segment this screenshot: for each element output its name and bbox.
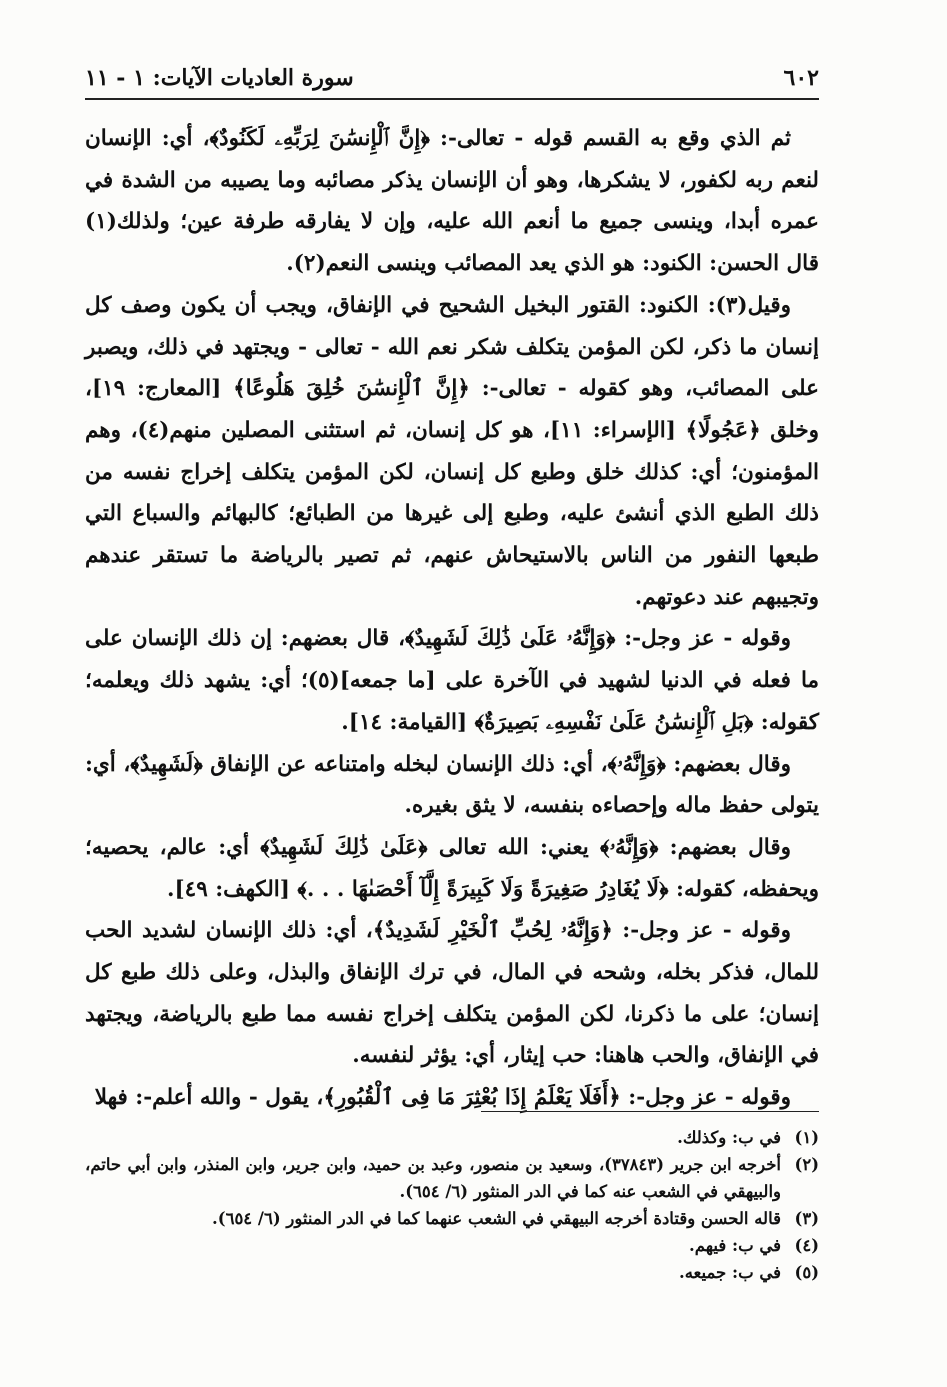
- footnote: [85, 1232, 819, 1259]
- footnote: [85, 1124, 819, 1151]
- footnote-separator: [481, 1111, 819, 1112]
- paragraph: ثم الذي وقع به القسم قوله - تعالى-: ﴿إِنَّ ٱلْإِنسَٰنَ لِرَبِّهِۦ لَكَنُودٌ﴾، أي: الإنسان لنعم ربه لكفور، لا يشكرها، وهو أن الإنسان يذكر مصائبه وما يصيبه من الشدة في عمره أبدا، وينسى جميع ما أنعم الله عليه، وإن لا يفارقه طرفة عين؛ ولذلك(١) قال الحسن: الكنود: هو الذي يعد المصائب وينسى النعم(٢).: [85, 126, 819, 277]
- running-title: سورة العاديات الآيات: ١ - ١١: [85, 65, 354, 91]
- footnote: [85, 1151, 819, 1205]
- paragraph: وقوله - عز وجل-: ﴿وَإِنَّهُۥ عَلَىٰ ذَٰلِكَ لَشَهِيدٌ﴾، قال بعضهم: إن ذلك الإنسان على ما فعله في الدنيا لشهيد في الآخرة على [ما جمعه](٥)؛ أي: يشهد ذلك ويعلمه؛ كقوله: ﴿بَلِ ٱلْإِنسَٰنُ عَلَىٰ نَفْسِهِۦ بَصِيرَةٌ﴾ [القيامة: ١٤].: [85, 626, 820, 735]
- paragraph: وقوله - عز وجل-: ﴿أَفَلَا يَعْلَمُ إِذَا بُعْثِرَ مَا فِى ٱلْقُبُورِ﴾، يقول - والله أعلم-: فهلا: [94, 1085, 791, 1111]
- footnote-text: في ب: وكذلك.: [677, 1128, 781, 1147]
- footnote-text: أخرجه ابن جرير (٣٧٨٤٣)، وسعيد بن منصور، وعبد بن حميد، وابن جرير، وابن المنذر، وابن أبي حاتم، والبيهقي في الشعب عنه كما في الدر المنثور (٦/ ٦٥٤).: [85, 1155, 781, 1201]
- footnote-text: في ب: فيهم.: [689, 1236, 781, 1255]
- footnote: [85, 1259, 819, 1286]
- page-number: ٦٠٢: [783, 65, 819, 91]
- footnote-number: (٤): [794, 1236, 819, 1255]
- footnote-text: في ب: جميعه.: [678, 1263, 781, 1282]
- paragraph: وقوله - عز وجل-: ﴿وَإِنَّهُۥ لِحُبِّ ٱلْخَيْرِ لَشَدِيدٌ﴾، أي: ذلك الإنسان لشديد الحب للمال، فذكر بخله، وشحه في المال، في ترك الإنفاق والبذل، وعلى ذلك طبع كل إنسان؛ على ما ذكرنا، لكن المؤمن يتكلف إخراج نفسه مما طبع بالرياضة، ويجتهد في الإنفاق، والحب هاهنا: حب إيثار، أي: يؤثر لنفسه.: [85, 918, 819, 1069]
- footnotes: [85, 1124, 819, 1286]
- footnote-number: (١): [794, 1128, 819, 1147]
- footnote-text: قاله الحسن وقتادة أخرجه البيهقي في الشعب عنهما كما في الدر المنثور (٦/ ٦٥٤).: [212, 1209, 781, 1228]
- footnote-number: (٢): [794, 1155, 819, 1174]
- paragraph: وقال بعضهم: ﴿وَإِنَّهُۥ﴾ يعني: الله تعالى ﴿عَلَىٰ ذَٰلِكَ لَشَهِيدٌ﴾ أي: عالم، يحصيه؛ ويحفظه، كقوله: ﴿لَا يُغَادِرُ صَغِيرَةً وَلَا كَبِيرَةً إِلَّآ أَحْصَىٰهَا . . .﴾ [الكهف: ٤٩].: [85, 834, 819, 902]
- page-header: [85, 58, 819, 100]
- footnote-number: (٣): [794, 1209, 819, 1228]
- main-text: [85, 118, 819, 1119]
- footnote-number: (٥): [794, 1263, 819, 1282]
- paragraph: وقيل(٣): الكنود: القتور البخيل الشحيح في الإنفاق، ويجب أن يكون وصف كل إنسان ما ذكر، لكن المؤمن يتكلف شكر نعم الله - تعالى - ويجتهد في ذلك، ويصبر على المصائب، وهو كقوله - تعالى-: ﴿إِنَّ ٱلْإِنسَٰنَ خُلِقَ هَلُوعًا﴾ [المعارج: ١٩]، وخلق ﴿عَجُولًا﴾ [الإسراء: ١١]، هو كل إنسان، ثم استثنى المصلين منهم(٤)، وهم المؤمنون؛ أي: كذلك خلق وطبع كل إنسان، لكن المؤمن يتكلف إخراج نفسه من ذلك الطبع الذي أنشئ عليه، وطبع إلى غيرها من الطبائع؛ كالبهائم والسباع التي طبعها النفور من الناس بالاستيحاش عنهم، ثم تصير بالرياضة ما تستقر عندهم وتجيبهم عند دعوتهم.: [85, 292, 819, 610]
- paragraph: وقال بعضهم: ﴿وَإِنَّهُۥ﴾، أي: ذلك الإنسان لبخله وامتناعه عن الإنفاق ﴿لَشَهِيدٌ﴾، أي: يتولى حفظ ماله وإحصاءه بنفسه، لا يثق بغيره.: [85, 751, 819, 819]
- footnote: [85, 1205, 819, 1232]
